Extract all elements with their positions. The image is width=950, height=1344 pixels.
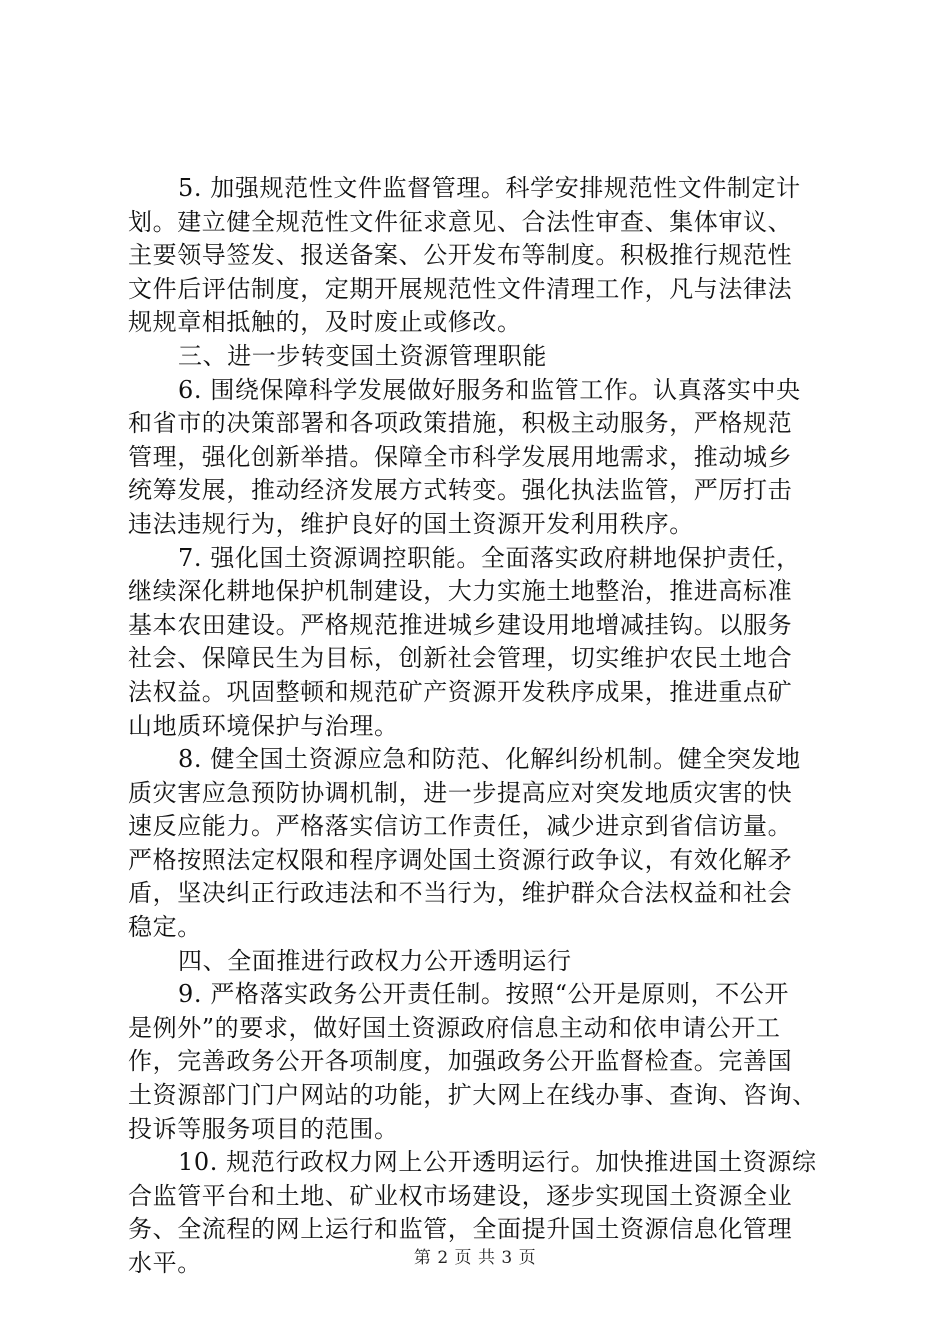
text-line: 文件后评估制度，定期开展规范性文件清理工作，凡与法律法 — [128, 274, 793, 303]
text-line: 质灾害应急预防协调机制，进一步提高应对突发地质灾害的快 — [128, 778, 793, 807]
text-line: 四、全面推进行政权力公开透明运行 — [178, 946, 572, 975]
text-line: 和省市的决策部署和各项政策措施，积极主动服务，严格规范 — [128, 409, 793, 438]
text-line: 主要领导签发、报送备案、公开发布等制度。积极推行规范性 — [128, 241, 793, 270]
text-line: 是例外”的要求，做好国土资源政府信息主动和依申请公开工 — [128, 1013, 781, 1042]
text-line: 继续深化耕地保护机制建设，大力实施土地整治，推进高标准 — [128, 577, 793, 606]
text-line: 10. 规范行政权力网上公开透明运行。加快推进国土资源综 — [178, 1148, 817, 1177]
text-line: 7. 强化国土资源调控职能。全面落实政府耕地保护责任， — [178, 543, 801, 572]
page-footer: 第 2 页 共 3 页 — [413, 1248, 537, 1268]
text-line: 水平。 — [128, 1249, 202, 1277]
text-line: 土资源部门门户网站的功能，扩大网上在线办事、查询、咨询、 — [128, 1081, 817, 1110]
text-line: 8. 健全国土资源应急和防范、化解纠纷机制。健全突发地 — [178, 745, 801, 774]
text-line: 严格按照法定权限和程序调处国土资源行政争议，有效化解矛 — [128, 845, 793, 874]
document-body — [128, 172, 836, 1281]
text-line: 稳定。 — [128, 913, 202, 942]
text-line: 5. 加强规范性文件监督管理。科学安排规范性文件制定计 — [178, 174, 801, 202]
text-line: 社会、保障民生为目标，创新社会管理，切实维护农民土地合 — [128, 644, 793, 673]
text-line: 规规章相抵触的，及时废止或修改。 — [128, 308, 522, 337]
text-line: 山地质环境保护与治理。 — [128, 711, 399, 740]
text-line: 盾，坚决纠正行政违法和不当行为，维护群众合法权益和社会 — [128, 879, 793, 908]
text-line: 统筹发展，推动经济发展方式转变。强化执法监管，严厉打击 — [128, 476, 793, 505]
text-line: 投诉等服务项目的范围。 — [128, 1114, 399, 1143]
text-line: 作，完善政务公开各项制度，加强政务公开监督检查。完善国 — [128, 1047, 793, 1076]
text-line: 管理，强化创新举措。保障全市科学发展用地需求，推动城乡 — [128, 442, 793, 471]
text-line: 9. 严格落实政务公开责任制。按照“公开是原则，不公开 — [178, 980, 789, 1009]
text-line: 划。建立健全规范性文件征求意见、合法性审查、集体审议、 — [128, 207, 793, 236]
text-line: 6. 围绕保障科学发展做好服务和监管工作。认真落实中央 — [178, 375, 801, 404]
text-line: 速反应能力。严格落实信访工作责任，减少进京到省信访量。 — [128, 812, 793, 841]
text-line: 基本农田建设。严格规范推进城乡建设用地增减挂钩。以服务 — [128, 610, 793, 639]
text-line: 合监管平台和土地、矿业权市场建设，逐步实现国土资源全业 — [128, 1181, 793, 1210]
text-line: 法权益。巩固整顿和规范矿产资源开发秩序成果，推进重点矿 — [128, 677, 793, 706]
text-line: 违法违规行为，维护良好的国土资源开发利用秩序。 — [128, 509, 694, 538]
text-line: 三、进一步转变国土资源管理职能 — [178, 341, 547, 370]
text-line: 务、全流程的网上运行和监管，全面提升国土资源信息化管理 — [128, 1215, 793, 1244]
